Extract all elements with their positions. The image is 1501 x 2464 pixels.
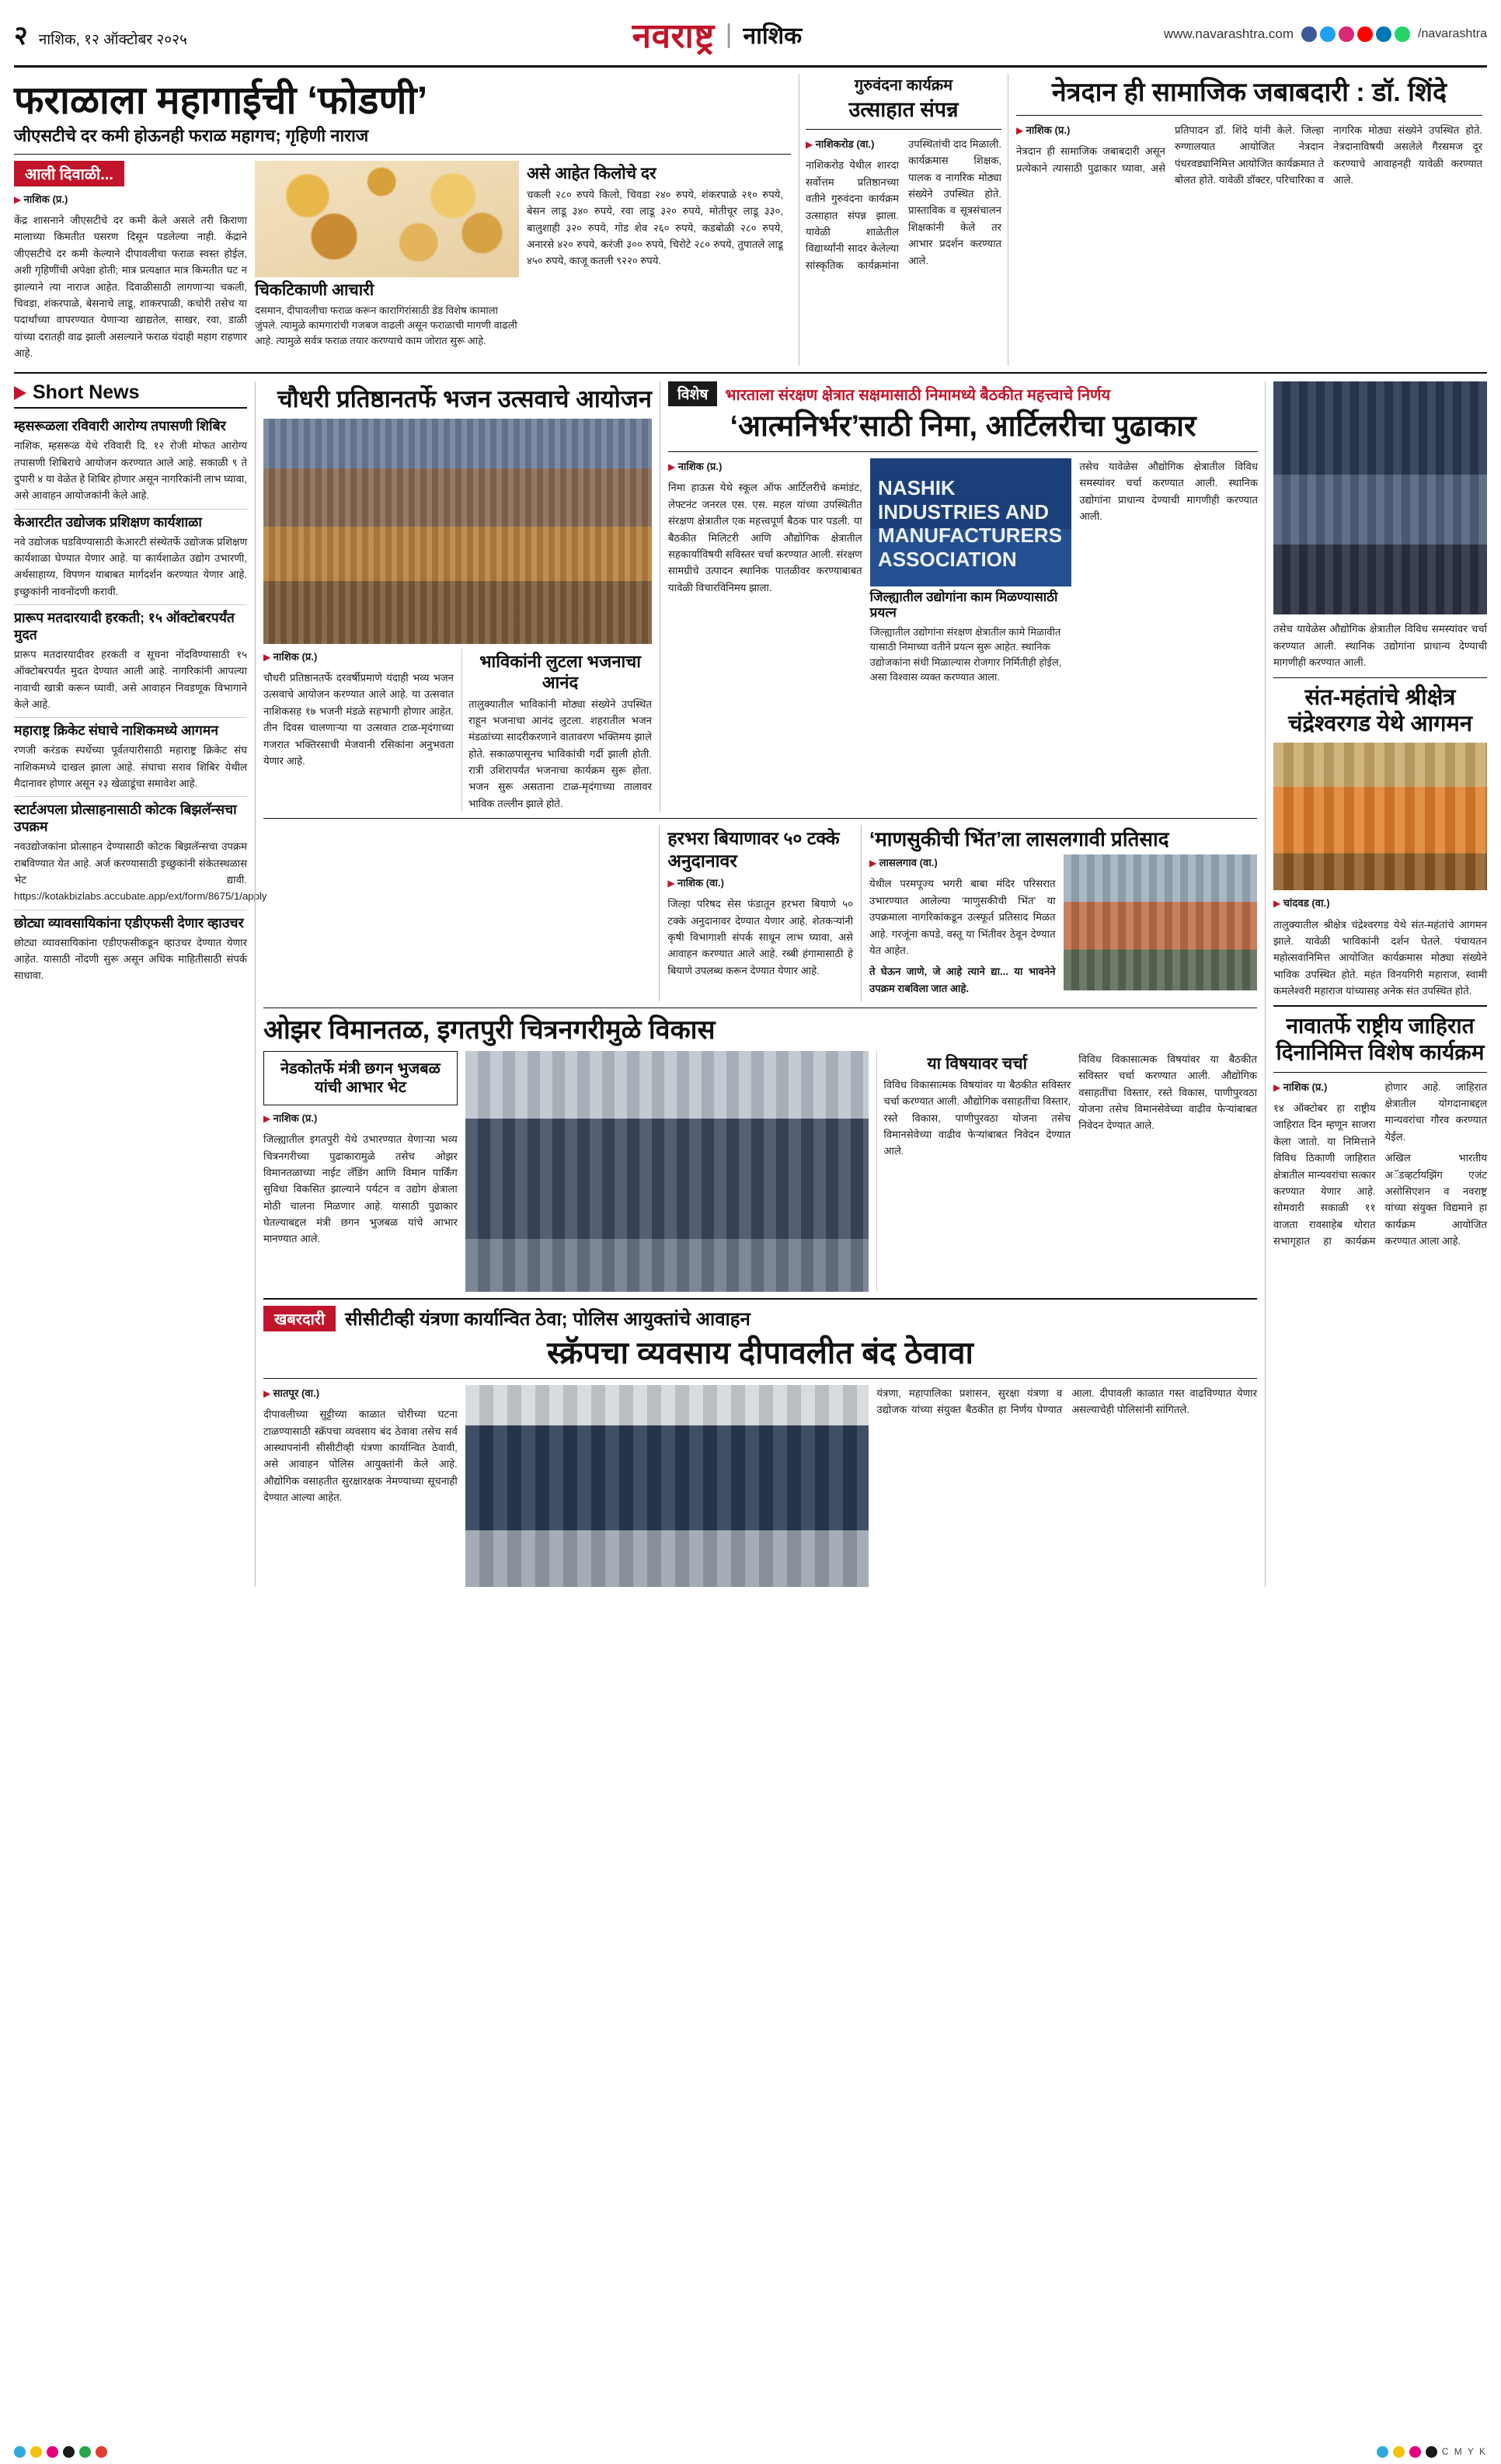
bhajan-photo — [263, 419, 652, 644]
navartarfe-tail: अखिल भारतीय अॅडव्हर्टायझिंग एजंट असोसिएशन व नवराष्ट्र यांच्या संयुक्त विद्यमाने हा कार्यक्रम आयोजित करण्यात आला आहे. — [1384, 1152, 1487, 1247]
special-tail-right: तसेच यावेळेस औद्योगिक क्षेत्रातील विविध समस्यांवर चर्चा करण्यात आली. स्थानिक उद्योगांना प्राधान्य देण्याची मागणीही करण्यात आली. — [1273, 623, 1487, 669]
special-body: निमा हाऊस येथे स्कूल ऑफ आर्टिलरीचे कमांडंट, लेफ्टनंट जनरल एस. एस. महल यांच्या उपस्थितीत संरक्षण क्षेत्रातील एक महत्त्वपूर्ण बैठक पार पडली. या बैठकीत मिलिटरी आणि औद्योगिक क्षेत्रातील सहकार्याविषयी सविस्तर चर्चा करण्यात आली. संरक्षण सामग्रीचे उत्पादन स्थानिक पातळीवर करण्याबाबत यावेळी विचारविनिमय झाला. — [668, 482, 862, 593]
cmyk-label: C M Y K — [1441, 2446, 1487, 2457]
cctv-dateline: सातपूर (वा.) — [273, 1387, 320, 1399]
cctv-tag: खबरदारी — [263, 1306, 336, 1331]
sant-dateline: चांदवड (वा.) — [1283, 897, 1330, 910]
short-news-body-2: प्रारूप मतदारयादीवर हरकती व सूचना नोंदविण्यासाठी १५ ऑक्टोबरपर्यंत मुदत देण्यात आली आहे. नागरिकांनी आपल्या नावाची खात्री करून घ्यावी, असे आवाहन निवडणूक विभागाने केले आहे. — [14, 648, 247, 711]
lead-body: केंद्र शासनाने जीएसटीचे दर कमी केले असले तरी किराणा मालाच्या किमतीत घसरण दिसून पडलेल्या नाही. केंद्राने जीएसटीचे दर कमी केल्याने दीपावलीचा फराळ स्वस्त होईल, अशी गृहिणींची अपेक्षा होती; मात्र प्रत्यक्षात मात्र किमतीत घट न झाल्याने त्या नाराज आहेत. दिवाळीसाठी लागणाऱ्या चकली, चिवडा, शंकरपाळे, बेसनाचे लाडू, शाकरपाळी, कचोरी तसेच या पदार्थांच्या वापरण्यात येणाऱ्या खाद्यतेल, साखर, रवा, डाळी यांच्या दरातही वाढ झाली असल्याने फराळ यंदाही महाग राहणार आहे. — [14, 214, 247, 360]
brand-logo: नवराष्ट्र — [632, 17, 715, 55]
navartarfe-body: १४ ऑक्टोबर हा राष्ट्रीय जाहिरात दिन म्हणून साजरा केला जातो. या निमित्ताने विविध ठिकाणी जाहिरात क्षेत्रातील मान्यवरांचा सत्कार करण्यात येणार आहे. सोमवारी सकाळी ११ वाजता रावसाहेब थोरात सभागृहात हा कार्यक्रम होणार आहे. जाहिरात क्षेत्रातील योगदानाबद्दल मान्यवरांचा गौरव करण्यात येईल. — [1273, 1081, 1487, 1248]
nima-banner-photo — [870, 458, 1072, 586]
list-item[interactable] — [14, 910, 247, 989]
page-number: २ — [14, 21, 28, 50]
linkedin-icon[interactable] — [1376, 26, 1391, 42]
instagram-icon[interactable] — [1339, 26, 1354, 42]
sant-headline: संत-महंतांचे श्रीक्षेत्र चंद्रेश्वरगड येथे आगमन — [1288, 684, 1472, 737]
cctv-kicker: सीसीटीव्ही यंत्रणा कार्यान्वित ठेवा; पोलिस आयुक्तांचे आवाहन — [345, 1308, 750, 1330]
list-item[interactable] — [14, 718, 247, 797]
bhajan-dateline: नाशिक (प्र.) — [273, 650, 318, 663]
youtube-icon[interactable] — [1357, 26, 1373, 42]
bhajan-body: चौधरी प्रतिष्ठानतर्फे दरवर्षीप्रमाणे यंदाही भव्य भजन उत्सवाचे आयोजन करण्यात आले आहे. या उत्सवात नाशिकसह १७ भजनी मंडळे सहभागी होणार आहेत. तीन दिवस चालणाऱ्या या उत्सवात टाळ-मृदंगाच्या गजरात भक्तिरसाची मेजवानी रसिकांना अनुभवता येणार आहे. — [263, 672, 454, 767]
short-news-body-4: नवउद्योजकांना प्रोत्साहन देण्यासाठी कोटक बिझलॅन्सचा उपक्रम राबविण्यात येत आहे. अर्ज करण्यासाठी इच्छुकांनी संकेतस्थळास भेट द्यावी. https://kotakbizlabs.accubate.app/ext/form/8675/1/apply — [14, 840, 267, 903]
ozar-headline: ओझर विमानतळ, इगतपुरी चित्रनगरीमुळे विकास — [263, 1015, 716, 1045]
list-item[interactable] — [14, 413, 247, 509]
navartarfe-dateline: नाशिक (प्र.) — [1283, 1081, 1328, 1093]
social-icons[interactable] — [1301, 26, 1410, 42]
list-item[interactable] — [14, 510, 247, 605]
social-handle: /navarashtra — [1418, 27, 1487, 40]
publication-date: नाशिक, १२ ऑक्टोबर २०२५ — [38, 32, 187, 48]
special-headline: ‘आत्मनिर्भर’साठी निमा, आर्टिलरीचा पुढाकार — [730, 410, 1196, 444]
cctv-body2: यंत्रणा, महापालिका प्रशासन, सुरक्षा यंत्रणा व उद्योजक यांच्या संयुक्त बैठकीत हा निर्णय घेण्यात आला. दीपावली काळात गस्त वाढविण्यात येणार असल्याचेही पोलिसांनी सांगितले. — [876, 1387, 1257, 1416]
short-news-body-3: रणजी करंडक स्पर्धेच्या पूर्वतयारीसाठी महाराष्ट्र क्रिकेट संघ नाशिकमध्ये दाखल झाला आहे. संघाचा सराव शिबिर येथील मैदानावर होणार असून २३ खेळाडूंचा समावेश आहे. — [14, 744, 247, 790]
short-news-title-3: महाराष्ट्र क्रिकेट संघाचे नाशिकमध्ये आगमन — [14, 722, 218, 739]
row-harbhara-manuski — [263, 825, 1257, 1001]
guruvandana-kicker: गुरुवंदना कार्यक्रम — [854, 77, 953, 94]
short-news-title-2: प्रारूप मतदारयादी हरकती; १५ ऑक्टोबरपर्यंत मुदत — [14, 610, 235, 643]
special-photo-caption-body: जिल्ह्यातील उद्योगांना संरक्षण क्षेत्रातील कामे मिळावीत यासाठी निमाच्या वतीने प्रयत्न सुरू आहेत. स्थानिक उद्योजकांना संधी मिळाल्यास रोजगार निर्मितीही होईल, असा विश्वास व्यक्त करण्यात आला. — [869, 625, 1062, 684]
harbhara-dateline: नाशिक (वा.) — [677, 876, 724, 889]
list-item[interactable] — [14, 605, 247, 718]
eye-dateline: नाशिक (प्र.) — [1026, 124, 1071, 136]
short-news-title: Short News — [33, 381, 140, 404]
lead-tag: आली दिवाळी... — [14, 161, 124, 186]
rates-body: चकली २८० रुपये किलो, चिवडा २४० रुपये, शंकरपाळे २१० रुपये, बेसन लाडू ३४० रुपये, रवा लाडू ३२० रुपये, मोतीचूर लाडू ३३०, बालुशाही ३२० रुपये, गोड शेव २६० रुपये, कडबोळी २८० रुपये, अनारसे ४२० रुपये, करंजी ३०० रुपये, चिरोटे २८० रुपये, तुपातले लाडू ४५० रुपये, काजू कतली ९२२० रुपये. — [527, 188, 783, 267]
masthead-right — [1164, 26, 1487, 42]
photo-caption-body: दसमान, दीपावलीचा फराळ करून कारागिरांसाठी डेड विशेष कामाला जुंपले. त्यामुळे कामगारांची गजबज वाढली असून फराळाची मागणी वाढली आहे. त्यामुळे सर्वत्र फराळ तयार करण्याचे काम जोरात सुरू आहे. — [255, 304, 517, 346]
center-column — [255, 381, 1257, 1586]
row-bhajan-special — [263, 381, 1257, 812]
manuski-headline: ‘माणसुकीची भिंत’ला लासलगावी प्रतिसाद — [869, 827, 1169, 851]
food-photo — [255, 161, 519, 277]
facebook-icon[interactable] — [1301, 26, 1317, 42]
manuski-dateline: लासलगाव (वा.) — [879, 856, 938, 868]
cctv-body: दीपावलीच्या सुट्टीच्या काळात चोरीच्या घटना टाळण्यासाठी स्क्रॅपचा व्यवसाय बंद ठेवावा तसेच सर्व आस्थापनांनी सीसीटीव्ही यंत्रणा कार्यान्वित ठेवावी, असे आवाहन पोलिस आयुक्तांनी केले आहे. औद्योगिक वसाहतीत सुरक्षारक्षक नेमण्याच्या सूचनाही देण्यात आल्या आहेत. — [263, 1408, 458, 1504]
brand-divider: | — [725, 19, 733, 49]
special-tag: विशेष — [668, 381, 717, 406]
navartarfe-headline: नावातर्फे राष्ट्रीय जाहिरात दिनानिमित्त विशेष कार्यक्रम — [1276, 1014, 1485, 1065]
manuski-quote: ते घेऊन जाणे, जे आहे त्याने द्या... या भावनेने उपक्रम राबविला जात आहे. — [869, 966, 1056, 994]
manuski-body: येथील परमपूज्य भगरी बाबा मंदिर परिसरात उभारण्यात आलेल्या ‘माणुसकीची भिंत’ या उपक्रमाला नागरिकांकडून उत्स्फूर्त प्रतिसाद मिळत आहे. गरजूंना कपडे, वस्तू या भिंतीवर ठेवून देण्यात येत आहेत. — [869, 878, 1056, 956]
eye-headline: नेत्रदान ही सामाजिक जबाबदारी : डॉ. शिंदे — [1051, 78, 1447, 107]
special-kicker: भारताला संरक्षण क्षेत्रात सक्षमासाठी निमामध्ये बैठकीत महत्त्वाचे निर्णय — [725, 386, 1111, 404]
guruvandana-dateline: नाशिकरोड (वा.) — [815, 137, 875, 150]
whatsapp-icon[interactable] — [1395, 26, 1410, 42]
ozar-side-box — [263, 1051, 458, 1105]
manuski-photo — [1064, 854, 1257, 990]
footer-bar — [14, 2446, 1487, 2458]
short-news-title-4: स्टार्टअपला प्रोत्साहनासाठी कोटक बिझलॅन्सचा उपक्रम — [14, 802, 237, 835]
main-grid — [14, 381, 1487, 1586]
bhajan-sub-head: भाविकांनी लुटला भजनाचा आनंद — [479, 651, 641, 693]
masthead — [14, 11, 1487, 68]
ozar-tail: विविध विकासात्मक विषयांवर या बैठकीत सविस्तर चर्चा करण्यात आली. औद्योगिक वसाहतींचा विस्तार, रस्ते विकास, पाणीपुरवठा योजना तसेच विमानसेवेच्या वाढीव फेऱ्यांबाबत निवेदन देण्यात आले. — [1078, 1053, 1257, 1132]
right-col-filler-1 — [1273, 621, 1487, 670]
guruvandana-story — [799, 74, 1008, 366]
eye-body: नेत्रदान ही सामाजिक जबाबदारी असून प्रत्येकाने त्यासाठी पुढाकार घ्यावा, असे प्रतिपादन डॉ. शिंदे यांनी केले. जिल्हा रुग्णालयात आयोजित नेत्रदान पंधरवड्यानिमित्त आयोजित कार्यक्रमात ते बोलत होते. यावेळी डॉक्टर, परिचारिका व नागरिक मोठ्या संख्येने उपस्थित होते. नेत्रदानाविषयी असलेले गैरसमज दूर करण्याचे आवाहनही यावेळी करण्यात आले. — [1016, 124, 1482, 186]
ozar-story — [263, 1014, 1257, 1292]
masthead-left — [14, 16, 270, 52]
special-tail: तसेच यावेळेस औद्योगिक क्षेत्रातील विविध समस्यांवर चर्चा करण्यात आली. स्थानिक उद्योगांना प्राधान्य देण्याची मागणीही करण्यात आली. — [1079, 461, 1258, 523]
short-news-body-0: नाशिक, म्हसरूळ येथे रविवारी दि. १२ रोजी मोफत आरोग्य तपासणी शिबिराचे आयोजन करण्यात आले आहे. सकाळी ९ ते दुपारी ४ या वेळेत हे शिबिर होणार असून नागरिकांनी लाभ घ्यावा, असे आवाहन आयोजकांनी केले आहे. — [14, 440, 247, 502]
short-news-body-5: छोट्या व्यावसायिकांना एडीएफसीकडून व्हाउचर देण्यात येणार आहेत. यासाठी नोंदणी सुरू असून अधिक माहितीसाठी संपर्क साधावा. — [14, 936, 247, 982]
website-url[interactable]: www.navarashtra.com — [1163, 26, 1294, 41]
sant-photo — [1273, 743, 1487, 890]
registration-dots — [14, 2446, 107, 2458]
special-dateline: नाशिक (प्र.) — [677, 461, 723, 472]
banner-text: NASHIK INDUSTRIES AND MANUFACTURERS ASSOCIATION — [878, 476, 1062, 572]
harbhara-story — [659, 825, 853, 1001]
ozar-mid-body: विविध विकासात्मक विषयांवर या बैठकीत सविस्तर चर्चा करण्यात आली. औद्योगिक वसाहतींचा विस्तार, रस्ते विकास, पाणीपुरवठा योजना तसेच विमानसेवेच्या वाढीव फेऱ्यांबाबत निवेदन देण्यात आले. — [883, 1078, 1071, 1157]
list-item[interactable] — [14, 797, 267, 910]
bhajan-story — [263, 381, 652, 812]
cctv-headline: स्क्रॅपचा व्यवसाय दीपावलीत बंद ठेवावा — [547, 1335, 973, 1370]
special-story — [660, 381, 1258, 812]
lead-story — [14, 74, 791, 366]
sant-body: तालुक्यातील श्रीक्षेत्र चंद्रेश्वरगड येथे संत-महंतांचे आगमन झाले. यावेळी भाविकांनी दर्शन घेतले. पंचायतन महोत्सवानिमित्त आयोजित कार्यक्रमास मोठ्या संख्येने भाविक उपस्थित होते. महंत विनयगिरी महाराज, स्वामी कमलेश्वरी महाराज यांच्यासह अनेक संत उपस्थित होते. — [1273, 918, 1487, 997]
bhajan-sub-body: तालुक्यातील भाविकांनी मोठ्या संख्येने उपस्थित राहून भजनाचा आनंद लुटला. शहरातील भजन मंडळांच्या सादरीकरणाने वातावरण भक्तिमय झाले होते. सकाळपासूनच भाविकांची गर्दी झाली होती. रात्री उशिरापर्यंत भजनाचा कार्यक्रम सुरू होता. भजन सुरू असताना टाळ-मृदंगाच्या तालावर भाविक तल्लीन झाले होते. — [468, 698, 652, 809]
assembly-photo — [1273, 381, 1487, 614]
lead-headline: फराळाला महागाईची ‘फोडणी’ — [14, 78, 428, 122]
short-news-body-1: नवे उद्योजक घडविण्यासाठी केआरटी संस्थेतर्फे उद्योजक प्रशिक्षण कार्यशाळा घेण्यात येणार आहे. या कार्यशाळेत उद्योग उभारणी, अर्थसाहाय्य, विपणन याबाबत मार्गदर्शन करण्यात येणार आहे. इच्छुकांनी नावनोंदणी करावी. — [14, 535, 247, 597]
edition-name: नाशिक — [743, 23, 803, 49]
lead-dateline: नाशिक (प्र.) — [23, 193, 68, 205]
registration-dots-right — [1377, 2446, 1487, 2458]
short-news-title-5: छोट्या व्यावसायिकांना एडीएफसी देणार व्हाउचर — [14, 914, 244, 931]
masthead-center — [632, 11, 802, 57]
short-news-title-0: म्हसरूळला रविवारी आरोग्य तपासणी शिबिर — [14, 418, 226, 434]
lead-dateline-body — [14, 191, 247, 207]
top-band — [14, 74, 1487, 366]
harbhara-body: जिल्हा परिषद सेस फंडातून हरभरा बियाणे ५० टक्के अनुदानावर देण्यात येणार आहे. शेतकऱ्यांनी कृषी विभागाशी संपर्क साधून लाभ घ्यावा, असे आवाहन करण्यात आले आहे. रब्बी हंगामासाठी हे बियाणे उपलब्ध करून देण्यात येणार आहे. — [667, 898, 853, 976]
lead-subhead: जीएसटीचे दर कमी होऊनही फराळ महागच; गृहिणी नाराज — [14, 126, 369, 145]
short-news-column — [14, 381, 267, 1586]
ozar-mid-head: या विषयावर चर्चा — [927, 1054, 1028, 1073]
cctv-photo — [465, 1385, 869, 1587]
short-news-title-1: केआरटीत उद्योजक प्रशिक्षण कार्यशाळा — [14, 513, 202, 530]
ozar-body: जिल्ह्यातील इगतपुरी येथे उभारण्यात येणाऱ्या भव्य चित्रनगरीच्या पुढाकारामुळे तसेच ओझर विमानतळाच्या नाईट लँडिंग आणि विमान पार्किंग सुविधा विकसित झाल्याने पर्यटन व उद्योग क्षेत्राला मोठी चालना मिळणार आहे. यासाठी पुढाकार घेतल्याबद्दल मंत्री छगन भुजबळ यांचे आभार मानण्यात आले. — [263, 1133, 458, 1245]
guruvandana-headline: उत्साहात संपन्न — [848, 98, 959, 121]
cctv-story — [263, 1306, 1257, 1587]
special-photo-caption-head: जिल्ह्यातील उद्योगांना काम मिळण्यासाठी प्रयत्न — [869, 590, 1058, 621]
bhajan-headline: चौधरी प्रतिष्ठानतर्फे भजन उत्सवाचे आयोजन — [277, 385, 652, 413]
short-news-header — [14, 381, 247, 409]
lead-left-col — [14, 161, 247, 367]
ozar-dateline: नाशिक (प्र.) — [273, 1112, 318, 1124]
eye-donation-story — [1016, 74, 1482, 366]
harbhara-headline: हरभरा बियाणावर ५० टक्के अनुदानावर — [667, 828, 840, 871]
rates-head: असे आहेत किलोचे दर — [527, 164, 656, 183]
twitter-icon[interactable] — [1320, 26, 1336, 42]
lead-photo-block — [255, 161, 519, 367]
manuski-story — [861, 825, 1257, 1001]
right-column — [1265, 381, 1487, 1586]
guruvandana-body: नाशिकरोड येथील शारदा सर्वोत्तम प्रतिष्ठानच्या वतीने गुरुवंदना कार्यक्रम उत्साहात संपन्न झाला. यावेळी शाळेतील विद्यार्थ्यांनी सादर केलेल्या सांस्कृतिक कार्यक्रमांना उपस्थितांची दाद मिळाली. कार्यक्रमास शिक्षक, पालक व नागरिक मोठ्या संख्येने उपस्थित होते. प्रास्ताविक व सूत्रसंचालन शिक्षकांनी केले तर आभार प्रदर्शन करण्यात आले. — [806, 137, 1001, 271]
ozar-side-head: नेडकोतर्फे मंत्री छगन भुजबळ यांची आभार भेट — [280, 1060, 441, 1096]
photo-caption-title: चिकटिकाणी आचारी — [255, 280, 374, 299]
play-triangle-icon — [14, 386, 26, 400]
ozar-group-photo — [465, 1051, 869, 1292]
lead-rates-block — [527, 161, 783, 367]
